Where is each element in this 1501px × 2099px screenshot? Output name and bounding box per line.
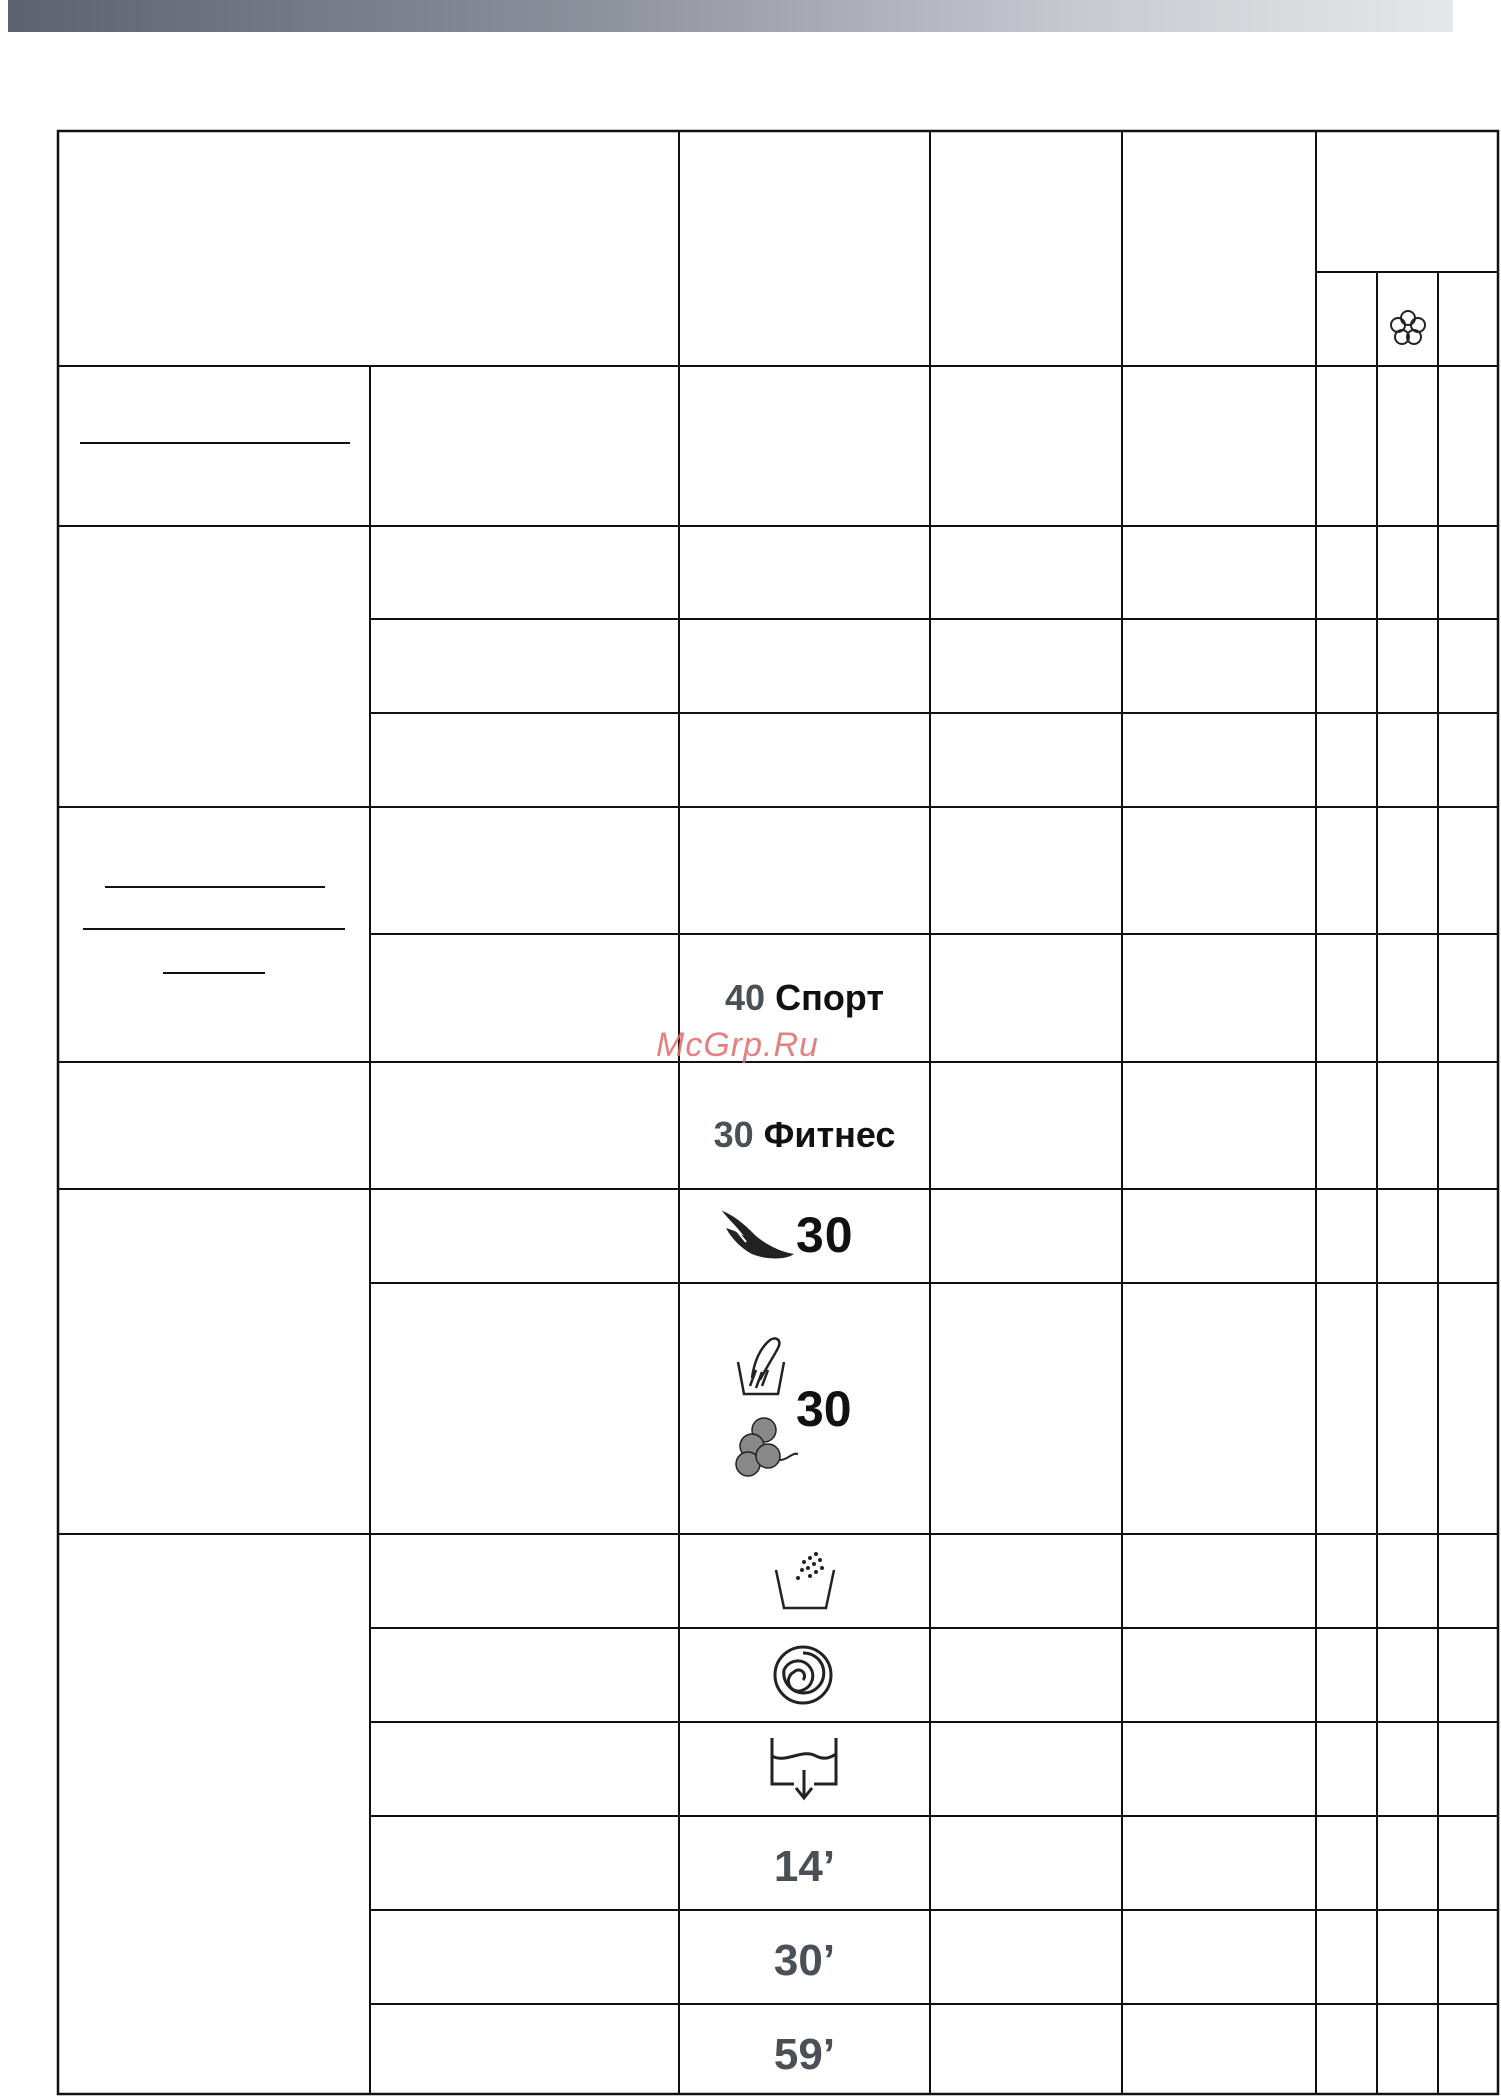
delicate-temp-value: 30 (796, 1207, 854, 1263)
fitness-name: Фитнес (763, 1114, 896, 1155)
quick-30-label: 30’ (773, 1936, 836, 1985)
handwash-temp-value: 30 (796, 1381, 852, 1437)
feather-icon (716, 1206, 798, 1262)
watermark: McGrp.Ru (656, 1026, 819, 1064)
hand-wash-wool-icon (730, 1334, 802, 1484)
delicate-temp (796, 1206, 854, 1264)
fitness-temp: 30 (713, 1114, 754, 1155)
rinse-icon (772, 1548, 838, 1614)
handwash-temp (796, 1380, 852, 1438)
flower-icon (1385, 306, 1431, 352)
fitness-program-label (679, 1114, 930, 1156)
spin-icon (772, 1644, 834, 1706)
sport-name: Спорт (775, 977, 884, 1018)
quick-59-label: 59’ (773, 2030, 836, 2079)
sport-program-label (679, 977, 930, 1019)
drain-icon (766, 1734, 842, 1804)
sport-temp: 40 (725, 977, 766, 1018)
quick-14-label: 14’ (773, 1842, 836, 1891)
